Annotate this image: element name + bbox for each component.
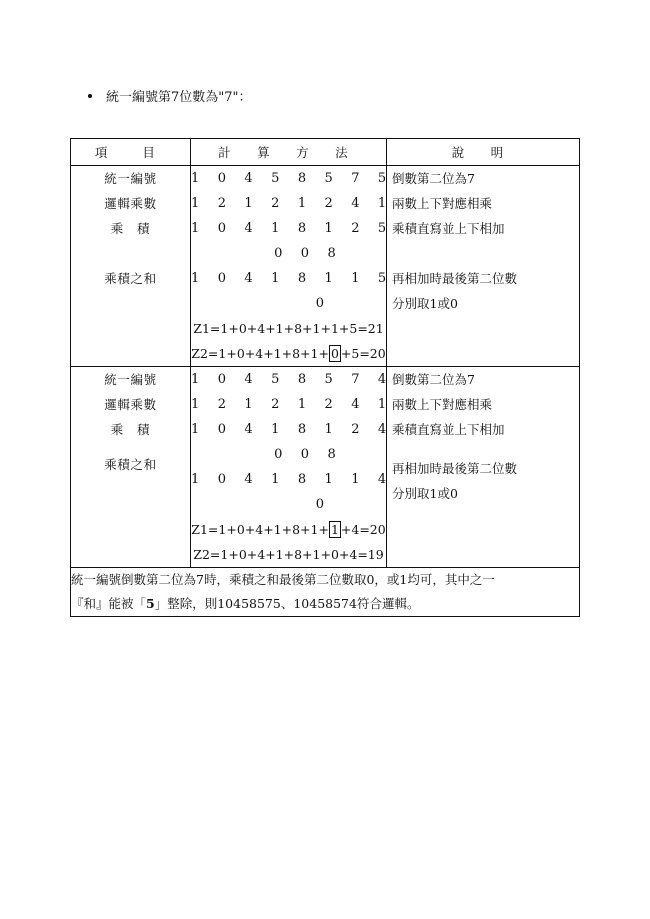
item-label: 統一編號: [104, 372, 157, 387]
calc-line: 1 0 4 1 8 1 1 4: [191, 472, 394, 487]
desc-line: 再相加時最後第二位數: [392, 271, 518, 286]
conclusion-line-2: 『和』能被「5」整除，則10458575、10458574符合邏輯。: [71, 596, 420, 611]
calc-line: 1 2 1 2 1 2 4 1: [191, 397, 394, 412]
calc-line: 1 0 4 5 8 5 7 4: [191, 372, 394, 387]
desc-line: 分別取1或0: [392, 486, 458, 501]
calc-line: 1 0 4 5 8 5 7 5: [191, 171, 394, 186]
z1-line: Z1=1+0+4+1+8+1+1+5=21: [193, 321, 384, 336]
desc-line: 兩數上下對應相乘: [392, 196, 493, 211]
desc-line: 倒數第二位為7: [392, 171, 475, 186]
calc-line: 1 2 1 2 1 2 4 1: [191, 196, 394, 211]
calc-line: 0 0 8: [274, 246, 343, 261]
calc-line: 0: [315, 497, 332, 512]
item-label: 乘積之和: [104, 271, 157, 286]
desc-line: 再相加時最後第二位數: [392, 461, 518, 476]
table-row-section-2: [71, 367, 580, 568]
boxed-digit: 1: [330, 522, 339, 537]
calc-cell-2: [191, 367, 394, 568]
calc-line: 1 0 4 1 8 1 2 4: [191, 422, 394, 437]
desc-line: 乘積直寫並上下相加: [392, 221, 505, 236]
header-item: 項 目: [71, 139, 191, 166]
calc-line: 0: [315, 296, 332, 311]
z2-line: Z2=1+0+4+1+8+1+ 0 +5=20: [191, 346, 386, 361]
header-method: 計 算 方 法: [191, 139, 387, 166]
item-label: 邏輯乘數: [104, 196, 157, 211]
desc-line: 倒數第二位為7: [392, 372, 475, 387]
calc-line: 0 0 8: [274, 447, 343, 462]
z1-line: Z1=1+0+4+1+8+1+ 1 +4=20: [191, 522, 386, 537]
item-label: 乘 積: [110, 221, 151, 236]
desc-line: [387, 442, 579, 456]
section-heading: [88, 86, 252, 105]
desc-line: 兩數上下對應相乘: [392, 397, 493, 412]
item-label: 乘 積: [110, 422, 151, 437]
item-label: [71, 241, 190, 266]
conclusion-row: [71, 568, 580, 617]
conclusion-cell: [71, 568, 580, 617]
item-label: 乘積之和: [104, 457, 157, 472]
desc-line: [387, 241, 579, 266]
calculation-table: [70, 138, 580, 617]
calc-line: 1 0 4 1 8 1 2 5: [191, 221, 394, 236]
calc-line: 1 0 4 1 8 1 1 5: [191, 271, 394, 286]
conclusion-line-1: 統一編號倒數第二位為7時，乘積之和最後第二位數取0，或1均可，其中之一: [71, 572, 495, 587]
desc-line: 分別取1或0: [392, 296, 458, 311]
header-description: 說 明: [387, 139, 580, 166]
items-cell-2: [71, 367, 191, 568]
desc-cell-2: [387, 367, 580, 568]
table-header-row: [71, 139, 580, 166]
z2-line: Z2=1+0+4+1+8+1+0+4=19: [193, 547, 384, 562]
boxed-digit: 0: [330, 346, 339, 361]
calc-cell-1: [191, 166, 394, 367]
desc-cell-1: [387, 166, 580, 367]
table-row-section-1: [71, 166, 580, 367]
bullet-icon: [88, 94, 92, 98]
heading-text: 統一編號第7位數為"7"：: [106, 90, 252, 105]
item-label: 統一編號: [104, 171, 157, 186]
item-label: 邏輯乘數: [104, 397, 157, 412]
desc-line: 乘積直寫並上下相加: [392, 422, 505, 437]
item-label: [71, 442, 190, 452]
items-cell-1: [71, 166, 191, 367]
